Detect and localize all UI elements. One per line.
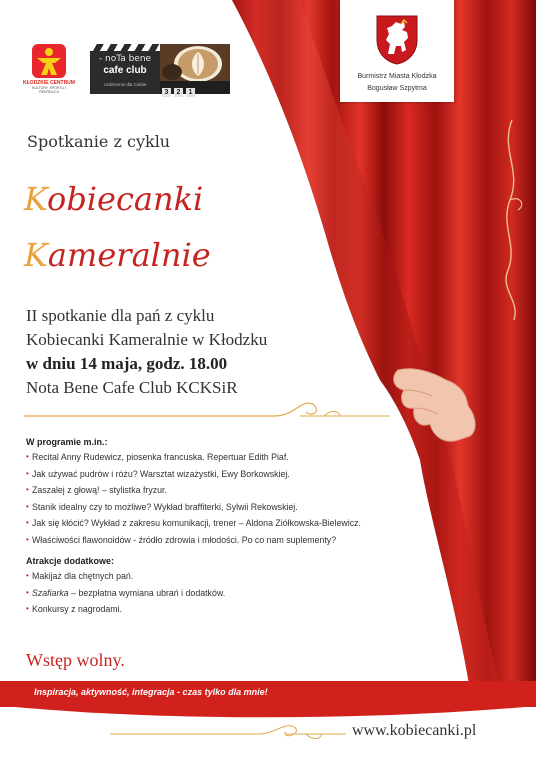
nota-bene-title: - noTa bene — [98, 54, 152, 64]
title-rest: ameralnie — [47, 236, 211, 274]
nota-bene-clapboard — [90, 44, 160, 94]
intro-line: II spotkanie dla pań z cyklu — [26, 306, 215, 325]
title-rest: obiecanki — [47, 180, 204, 218]
extras-item — [26, 585, 225, 602]
kcksir-emblem-icon — [22, 44, 76, 80]
extras-item-text: – bezpłatna wymiana ubrań i dodatków. — [68, 587, 226, 598]
klodzko-coat-of-arms-icon — [374, 14, 420, 66]
program-item: • Zaszalej z głową! – stylistka fryzur. — [26, 482, 361, 499]
program-item: • Recital Anny Rudewicz, piosenka francuska. Repertuar Edith Piaf. — [26, 449, 361, 466]
event-date-time: w dniu 14 maja, godz. 18.00 — [26, 354, 228, 373]
film-number: 3 — [162, 88, 171, 97]
film-number: 1 — [186, 88, 195, 97]
series-lead: Spotkanie z cyklu — [27, 132, 171, 151]
slogan-text: Inspiracja, aktywność, integracja - czas tylko dla mnie! — [34, 687, 268, 697]
film-number: 2 — [174, 88, 183, 97]
program-list — [26, 449, 361, 549]
program-item: • Właściwości flawonoidów - źródło zdrowia i młodości. Po co nam suplementy? — [26, 532, 361, 549]
kcksir-name: KŁODZKIE CENTRUM — [23, 80, 75, 86]
film-strip — [160, 81, 230, 94]
website-link[interactable]: www.kobiecanki.pl — [352, 722, 477, 739]
cafe-club-title: cafe club — [103, 65, 147, 76]
extras-item: • Konkursy z nagrodami. — [26, 601, 225, 618]
extras-item: • Makijaż dla chętnych pań. — [26, 568, 225, 585]
gold-flourish-footer — [110, 722, 350, 746]
title-line-1 — [24, 180, 203, 218]
extras-item-emphasis: Szafiarka — [32, 587, 69, 598]
program-item: • Stanik idealny czy to możliwe? Wykład braffiterki, Sylwii Rekowskiej. — [26, 499, 361, 516]
title-initial: K — [24, 236, 48, 274]
program-item: • Jak się kłócić? Wykład z zakresu komunikacji, trener – Aldona Ziółkowska-Bielewicz. — [26, 515, 361, 532]
program-item: • Jak używać pudrów i różu? Warsztat wizażystki, Ewy Borkowskiej. — [26, 466, 361, 483]
clapboard-stripes — [90, 44, 160, 51]
program-heading: W programie m.in.: — [26, 437, 108, 447]
intro-line: Kobiecanki Kameralnie w Kłodzku — [26, 330, 268, 349]
patron-title: Burmistrz Miasta Kłodzka — [357, 73, 437, 80]
title-initial: K — [24, 180, 48, 218]
gold-flourish-divider — [24, 400, 390, 422]
patron-name: Bogusław Szpytma — [367, 85, 427, 92]
kcksir-subtitle: KULTURY, SPORTU I REKREACJI — [32, 86, 66, 94]
mayor-patronage-box — [340, 0, 454, 102]
extras-list — [26, 568, 225, 618]
event-venue: Nota Bene Cafe Club KCKSiR — [26, 378, 238, 397]
kcksir-logo — [22, 44, 76, 96]
extras-heading: Atrakcje dodatkowe: — [26, 556, 115, 566]
nota-bene-logo — [90, 44, 230, 94]
free-entry: Wstęp wolny. — [26, 650, 125, 670]
cafe-tagline: codziennie dla Ciebie — [103, 82, 147, 87]
title-line-2 — [24, 236, 211, 274]
